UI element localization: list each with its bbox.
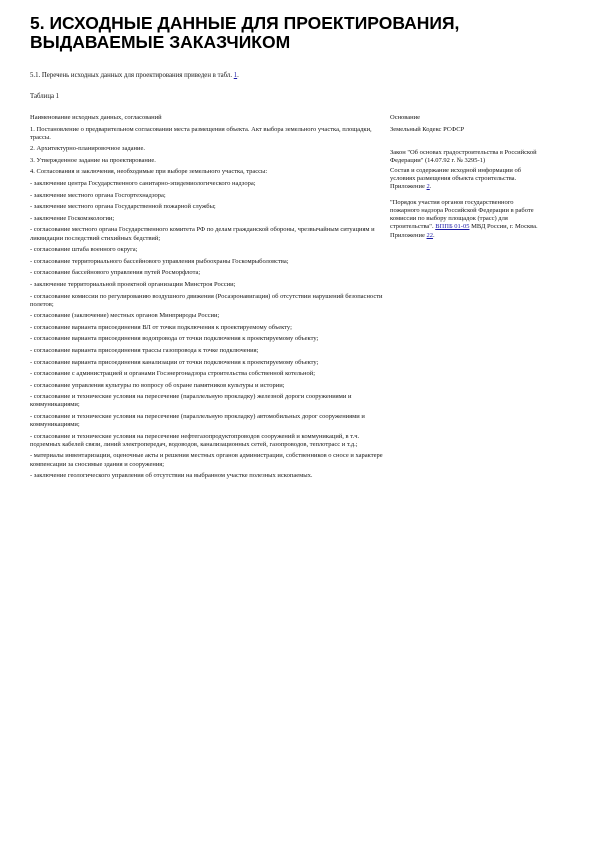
table-row: - заключение центра Государственного санитарно-эпидемиологического надзора;: [30, 180, 256, 188]
intro-text: 5.1. Перечень исходных данных для проектирования приведен в табл.: [30, 72, 234, 79]
table-row: - согласование с администрацией и органами Госэнергонадзора строительства собственной котельной;: [30, 370, 316, 378]
table-row: 1. Постановление о предварительном согласовании места размещения объекта. Акт выбора земельного участка, площадки, трассы.: [30, 125, 372, 141]
table-1-link[interactable]: 1: [233, 72, 238, 79]
basis-ref-source-info: [390, 167, 540, 191]
table-header-name: Наименование исходных данных, согласований: [30, 114, 162, 121]
table-row: - согласование бассейнового управления путей Росморфлота;: [30, 269, 201, 277]
table-row: - согласование и технические условия на пересечение нефтегазопродуктопроводов сооружений и коммуникаций, в т.ч. подземных кабелей связи, линий электропередач, водоводов, канализационных сетей, газопроводов, теплотрасс и т.д.;: [30, 432, 360, 448]
table-row: 3. Утвержденное задание на проектирование.: [30, 156, 156, 164]
table-row: - согласование комиссии по регулированию воздушного движения (Росаэронавигация) об отсутствии нарушений безопасности полетов;: [30, 292, 383, 308]
table-row: - согласование варианта присоединения ВЛ от точки подключения к проектируемому объекту;: [30, 323, 292, 331]
table-row: 2. Архитектурно-планировочное задание.: [30, 145, 145, 153]
basis-ref-urban-law: Закон "Об основах градостроительства в Российской Федерации" (14.07.92 г. № 3295-1): [390, 148, 537, 164]
table-row: - согласование управления культуры по вопросу об охране памятников культуры и истории;: [30, 381, 285, 389]
table-right-column: [390, 114, 540, 240]
table-row: 4. Согласования и заключения, необходимые при выборе земельного участка, трассы:: [30, 168, 268, 176]
vppb-link[interactable]: ВППБ 01-05: [435, 223, 470, 231]
table-row: - заключение местного органа Госгортехнадзора;: [30, 191, 166, 199]
basis-ref-fire-supervision: [390, 199, 540, 239]
table-row: - согласование штаба военного округа;: [30, 246, 138, 254]
table-row: - согласование варианта присоединения трассы газопровода к точке подключения;: [30, 346, 259, 354]
table-row: - заключение геологического управления об отсутствии на выбранном участке полезных ископаемых.: [30, 472, 313, 480]
table-row: - материалы инвентаризации, оценочные акты и решения местных органов администрации, собственников о сносе и характере компенсации за сносимые здания и сооружения;: [30, 452, 383, 468]
table-row: - заключение Госкомэкологии;: [30, 214, 115, 222]
intro-paragraph: [30, 72, 239, 79]
table-left-column: [30, 114, 385, 484]
table-row: - согласование и технические условия на пересечение (параллельную прокладку) железной дороги сооружениями и коммуникациями;: [30, 393, 352, 409]
ref4-end: .: [433, 231, 435, 239]
table-caption: Таблица 1: [30, 93, 60, 100]
table-row: - согласование территориального бассейнового управления рыбоохраны Госкомрыболовства;: [30, 257, 289, 265]
table-row: - согласование местного органа Государственного комитета РФ по делам гражданской обороны, чрезвычайным ситуациям и ликвидации последствий стихийных бедствий;: [30, 226, 375, 242]
section-heading: 5. ИСХОДНЫЕ ДАННЫЕ ДЛЯ ПРОЕКТИРОВАНИЯ, ВЫДАВАЕМЫЕ ЗАКАЗЧИКОМ: [30, 13, 460, 52]
appendix-22-link[interactable]: 22: [426, 231, 434, 239]
table-row: - согласование варианта присоединения канализации от точки подключения к проектируемому объекту;: [30, 358, 319, 366]
table-row: - согласование и технические условия на пересечение (параллельную прокладку) автомобильных дорог сооружениями и коммуникациями;: [30, 413, 365, 429]
table-header-basis: Основание: [390, 114, 421, 121]
ref4-mid: МВД России, г. Москва. Приложение: [390, 223, 538, 239]
appendix-2-link[interactable]: 2: [426, 183, 430, 191]
ref4-text: "Порядок участия органов государственного пожарного надзора Российской Федерации в работе комиссии по выбору площадок (трасс) для строительства".: [390, 199, 534, 231]
table-row: - заключение местного органа Государственной пожарной службы;: [30, 203, 216, 211]
table-row: - заключение территориальной проектной организации Минстроя России;: [30, 280, 236, 288]
ref3-text: Состав и содержание исходной информации об условиях размещения объекта строительства. Приложение: [390, 166, 522, 191]
table-row: - согласование (заключение) местных органов Минприроды России;: [30, 312, 220, 320]
ref3-end: .: [429, 183, 432, 191]
intro-end: .: [237, 72, 239, 79]
basis-ref-land-code: Земельный Кодекс РСФСР: [390, 125, 465, 133]
table-row: - согласование варианта присоединения водопровода от точки подключения к проектируемому объекту;: [30, 335, 319, 343]
